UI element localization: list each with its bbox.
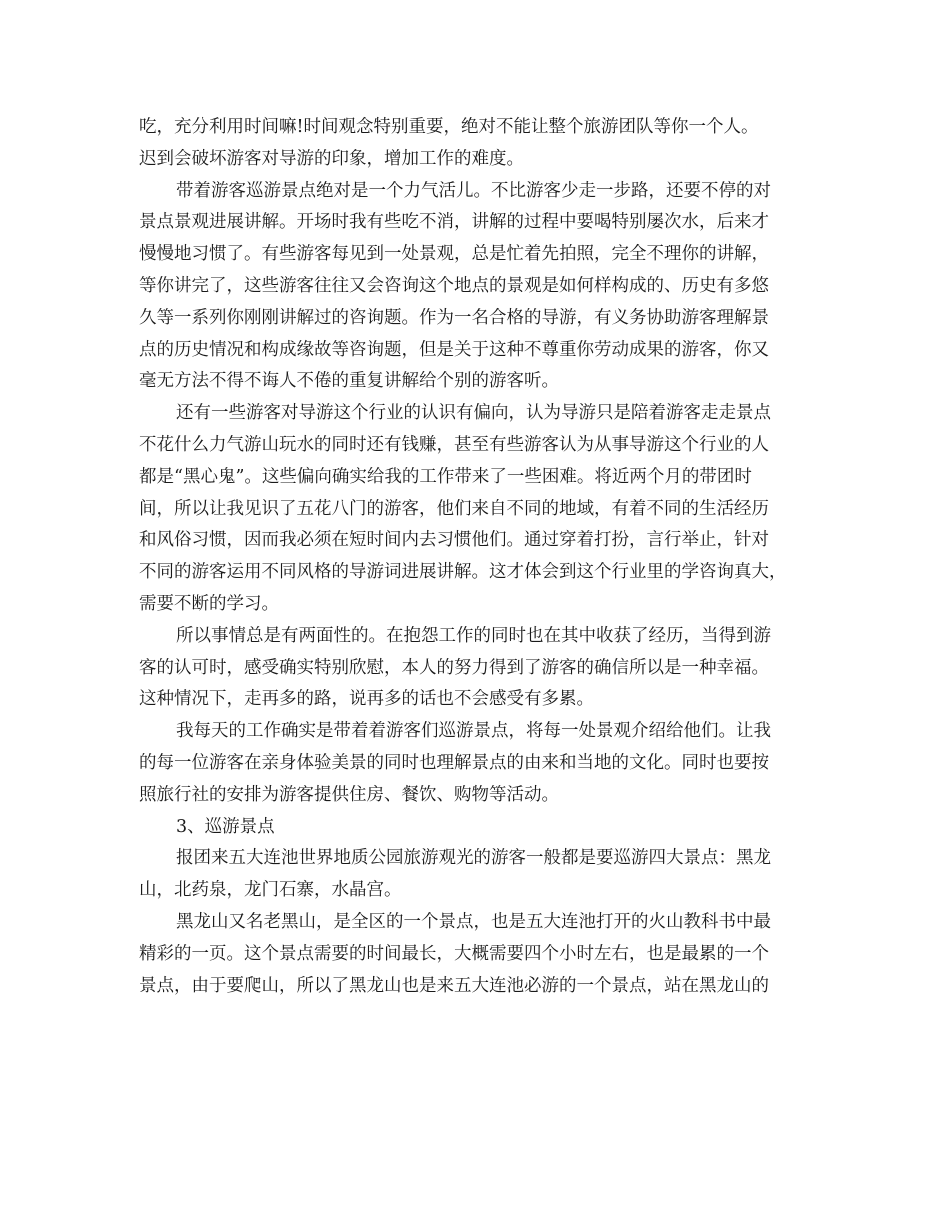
text-line: 等你讲完了，这些游客往往又会咨询这个地点的景观是如何样构成的、历史有多悠 [139, 275, 769, 296]
text-line: 山，北药泉，龙门石寨，水晶宫。 [139, 880, 402, 901]
text-line: 迟到会破坏游客对导游的印象，增加工作的难度。 [139, 148, 524, 169]
text-line: 景点景观进展讲解。开场时我有些吃不消，讲解的过程中要喝特别屡次水，后来才 [139, 212, 769, 233]
paragraph-start-line: 报团来五大连池世界地质公园旅游观光的游客一般都是要巡游四大景点：黑龙 [176, 848, 771, 869]
text-line: 景点，由于要爬山，所以了黑龙山也是来五大连池必游的一个景点，站在黑龙山的 [139, 975, 769, 996]
text-line: 间，所以让我见识了五花八门的游客，他们来自不同的地域，有着不同的生活经历 [139, 498, 769, 519]
text-line: 照旅行社的安排为游客提供住房、餐饮、购物等活动。 [139, 784, 559, 805]
text-line: 客的认可时，感受确实特别欣慰，本人的努力得到了游客的确信所以是一种幸福。 [139, 657, 769, 678]
text-line: 这种情况下，走再多的路，说再多的话也不会感受有多累。 [139, 689, 594, 710]
text-line: 精彩的一页。这个景点需要的时间最长，大概需要四个小时左右，也是最累的一个 [139, 943, 769, 964]
paragraph-start-line: 还有一些游客对导游这个行业的认识有偏向，认为导游只是陪着游客走走景点 [176, 403, 771, 424]
text-line: 不同的游客运用不同风格的导游词进展讲解。这才体会到这个行业里的学咨询真大， [139, 562, 787, 583]
text-line: 毫无方法不得不诲人不倦的重复讲解给个别的游客听。 [139, 371, 559, 392]
text-line: 和风俗习惯，因而我必须在短时间内去习惯他们。通过穿着打扮，言行举止，针对 [139, 530, 769, 551]
text-line: 需要不断的学习。 [139, 593, 279, 614]
text-line: 吃，充分利用时间嘛!时间观念特别重要，绝对不能让整个旅游团队等你一个人。 [139, 117, 759, 137]
paragraph-start-line: 带着游客巡游景点绝对是一个力气活儿。不比游客少走一步路，还要不停的对 [176, 180, 771, 201]
text-line: 都是“黑心鬼”。这些偏向确实给我的工作带来了一些困难。将近两个月的带团时 [139, 466, 752, 487]
text-line: 的每一位游客在亲身体验美景的同时也理解景点的由来和当地的文化。同时也要按 [139, 752, 769, 773]
text-line: 点的历史情况和构成缘故等咨询题，但是关于这种不尊重你劳动成果的游客，你又 [139, 339, 769, 360]
body-text [139, 112, 819, 1002]
text-line: 不花什么力气游山玩水的同时还有钱赚，甚至有些游客认为从事导游这个行业的人 [139, 434, 769, 455]
paragraph-start-line: 黑龙山又名老黑山，是全区的一个景点，也是五大连池打开的火山教科书中最 [176, 911, 771, 932]
paragraph-start-line: 所以事情总是有两面性的。在抱怨工作的同时也在其中收获了经历，当得到游 [176, 625, 771, 646]
section-heading: 3、巡游景点 [176, 816, 275, 837]
text-line: 慢慢地习惯了。有些游客每见到一处景观，总是忙着先拍照，完全不理你的讲解， [139, 244, 769, 265]
paragraph-start-line: 我每天的工作确实是带着着游客们巡游景点，将每一处景观介绍给他们。让我 [176, 721, 771, 742]
text-line: 久等一系列你刚刚讲解过的咨询题。作为一名合格的导游，有义务协助游客理解景 [139, 307, 769, 328]
